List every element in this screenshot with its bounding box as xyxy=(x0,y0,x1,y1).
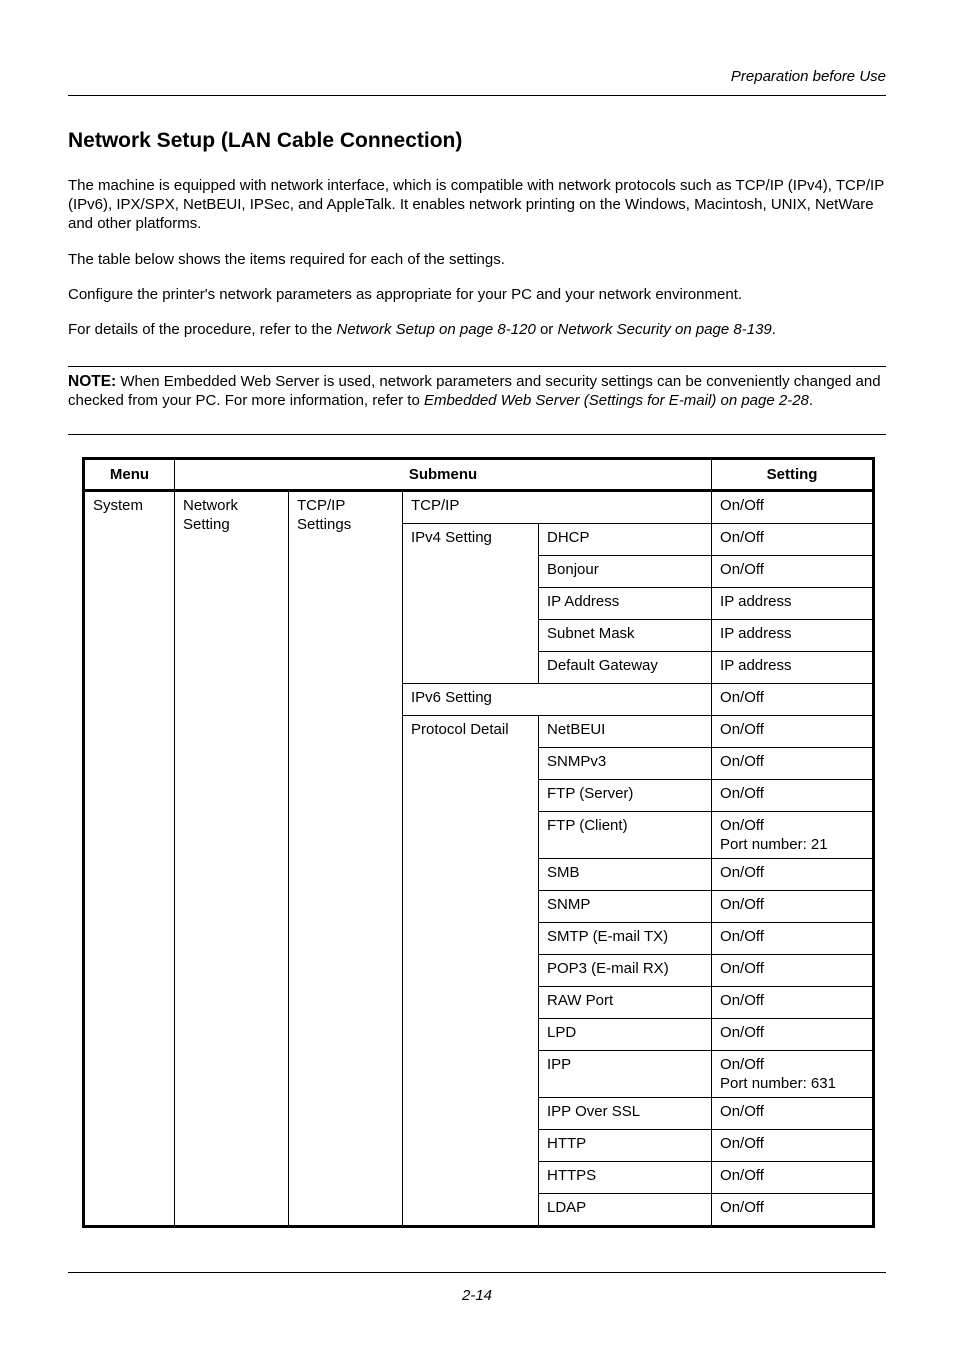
setting-cell xyxy=(712,1051,874,1098)
item-cell: Subnet Mask xyxy=(539,620,712,652)
port-number: Port number: 631 xyxy=(720,1075,836,1092)
item-cell: POP3 (E-mail RX) xyxy=(539,955,712,987)
network-security-link[interactable]: Network Security on page 8-139 xyxy=(557,321,772,338)
item-cell: HTTP xyxy=(539,1130,712,1162)
item-cell: FTP (Server) xyxy=(539,780,712,812)
item-cell: NetBEUI xyxy=(539,716,712,748)
item-cell: IP Address xyxy=(539,588,712,620)
port-number: Port number: 21 xyxy=(720,836,828,853)
ipv6-setting: On/Off xyxy=(712,684,874,716)
setting-cell: On/Off xyxy=(712,1019,874,1051)
note-label: NOTE: xyxy=(68,373,117,390)
ipv4-group-cell: IPv4 Setting xyxy=(403,524,539,684)
setting-cell: On/Off xyxy=(712,1194,874,1227)
item-cell: LDAP xyxy=(539,1194,712,1227)
note-top-rule xyxy=(68,366,886,367)
network-setup-link[interactable]: Network Setup on page 8-120 xyxy=(336,321,536,338)
note-bottom-rule xyxy=(68,434,886,435)
item-cell: SNMP xyxy=(539,891,712,923)
item-cell: Bonjour xyxy=(539,556,712,588)
item-cell: IPP xyxy=(539,1051,712,1098)
item-cell: LPD xyxy=(539,1019,712,1051)
running-header: Preparation before Use xyxy=(730,68,886,85)
item-cell: SMTP (E-mail TX) xyxy=(539,923,712,955)
protocol-group-cell: Protocol Detail xyxy=(403,716,539,1227)
setting-cell: IP address xyxy=(712,620,874,652)
item-cell: Default Gateway xyxy=(539,652,712,684)
embedded-web-server-link[interactable]: Embedded Web Server (Settings for E-mail) on page 2-28 xyxy=(423,392,809,409)
setting-cell: On/Off xyxy=(712,987,874,1019)
details-text-before: For details of the procedure, refer to the xyxy=(68,321,337,338)
setting-cell xyxy=(712,812,874,859)
header-menu: Menu xyxy=(84,459,175,491)
setting-cell: On/Off xyxy=(712,923,874,955)
item-cell: DHCP xyxy=(539,524,712,556)
setting-value: On/Off xyxy=(720,1056,764,1073)
item-cell: HTTPS xyxy=(539,1162,712,1194)
setting-cell: On/Off xyxy=(712,1162,874,1194)
note-text-after: . xyxy=(808,392,814,409)
submenu-level2-cell: TCP/IP Settings xyxy=(289,491,403,1227)
menu-cell: System xyxy=(84,491,175,1227)
tcpip-setting: On/Off xyxy=(712,491,874,524)
setting-cell: On/Off xyxy=(712,524,874,556)
setting-value: On/Off xyxy=(720,817,764,834)
page-title: Network Setup (LAN Cable Connection) xyxy=(68,129,463,152)
configure-paragraph: Configure the printer's network parameters as appropriate for your PC and your network environment. xyxy=(68,286,743,303)
setting-cell: On/Off xyxy=(712,1098,874,1130)
details-text-after: . xyxy=(771,321,776,338)
setting-cell: On/Off xyxy=(712,748,874,780)
footer-rule xyxy=(68,1272,886,1273)
item-cell: FTP (Client) xyxy=(539,812,712,859)
note-paragraph xyxy=(68,372,886,410)
table-intro-paragraph: The table below shows the items required for each of the settings. xyxy=(68,251,505,268)
setting-cell: On/Off xyxy=(712,859,874,891)
item-cell: IPP Over SSL xyxy=(539,1098,712,1130)
setting-cell: On/Off xyxy=(712,891,874,923)
setting-cell: On/Off xyxy=(712,1130,874,1162)
details-paragraph xyxy=(68,320,888,339)
setting-cell: IP address xyxy=(712,652,874,684)
header-setting: Setting xyxy=(712,459,874,491)
item-cell: SMB xyxy=(539,859,712,891)
setting-cell: IP address xyxy=(712,588,874,620)
setting-cell: On/Off xyxy=(712,780,874,812)
setting-cell: On/Off xyxy=(712,716,874,748)
item-cell: SNMPv3 xyxy=(539,748,712,780)
table-row xyxy=(84,491,874,524)
setting-cell: On/Off xyxy=(712,955,874,987)
note-text: When Embedded Web Server is used, network parameters and security settings can be conveniently changed and checked from your PC. For more information, refer to xyxy=(68,373,881,409)
intro-paragraph: The machine is equipped with network interface, which is compatible with network protocols such as TCP/IP (IPv4), TCP/IP (IPv6), IPX/SPX, NetBEUI, IPSec, and AppleTalk. It enables network printing on the Windows, Macintosh, UNIX, NetWare and other platforms. xyxy=(68,177,884,232)
item-cell: RAW Port xyxy=(539,987,712,1019)
tcpip-item: TCP/IP xyxy=(403,491,712,524)
table-header-row xyxy=(84,459,874,491)
header-rule xyxy=(68,95,886,96)
setting-cell: On/Off xyxy=(712,556,874,588)
header-submenu: Submenu xyxy=(175,459,712,491)
details-text-mid: or xyxy=(535,321,558,338)
page-number: 2-14 xyxy=(461,1287,493,1304)
network-settings-table xyxy=(82,457,875,1228)
ipv6-item: IPv6 Setting xyxy=(403,684,712,716)
submenu-level1-cell: Network Setting xyxy=(175,491,289,1227)
